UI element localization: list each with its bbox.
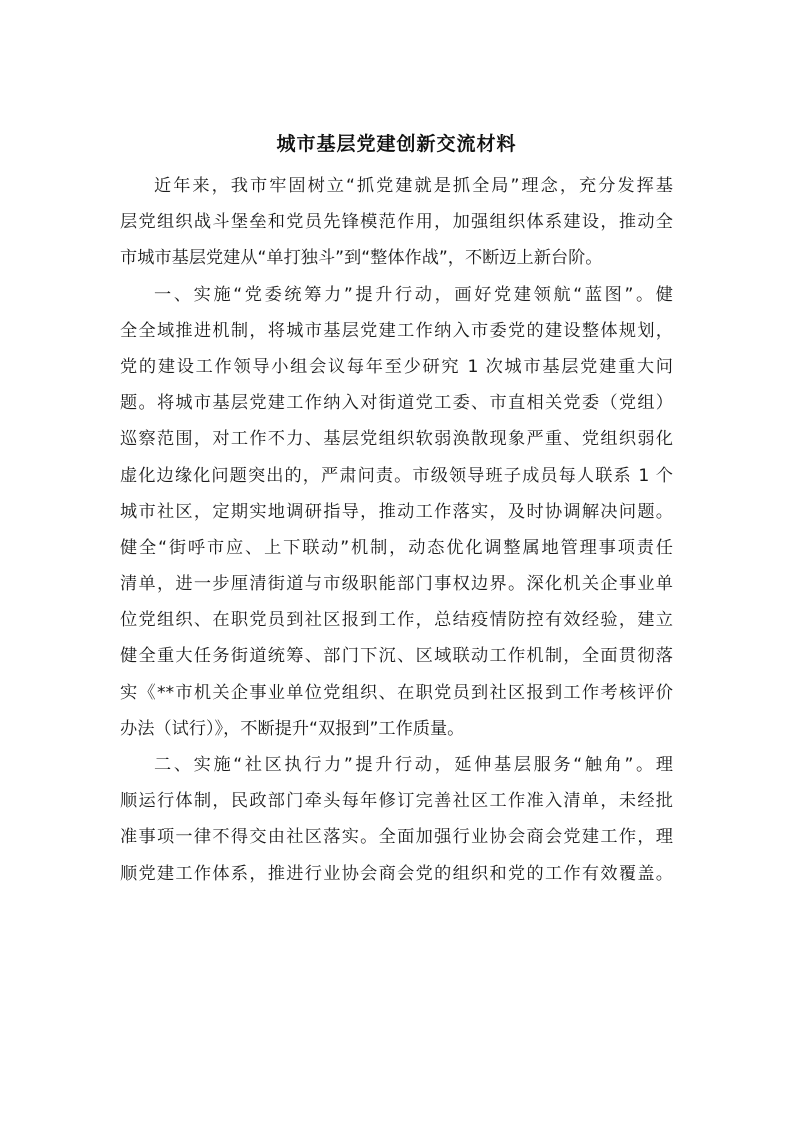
text-line: 清单，进一步厘清街道与市级职能部门事权边界。深化机关企事业单 [120, 574, 673, 595]
text-line: 顺党建工作体系，推进行业协会商会党的组织和党的工作有效覆盖。 [120, 863, 673, 884]
paragraph-section-one [120, 277, 673, 747]
text-line: 顺运行体制，民政部门牵头每年修订完善社区工作准入清单，未经批 [120, 791, 673, 812]
text-line: 党的建设工作领导小组会议每年至少研究 1 次城市基层党建重大问 [120, 356, 673, 377]
text-line: 准事项一律不得交由社区落实。全面加强行业协会商会党建工作，理 [120, 827, 673, 848]
text-line: 二、实施“社区执行力”提升行动，延伸基层服务“触角”。理 [154, 755, 673, 775]
text-line: 位党组织、在职党员到社区报到工作，总结疫情防控有效经验，建立 [120, 610, 673, 631]
paragraph-intro [120, 168, 673, 277]
text-line: 实《**市机关企事业单位党组织、在职党员到社区报到工作考核评价 [120, 682, 673, 703]
text-line: 近年来，我市牢固树立“抓党建就是抓全局”理念，充分发挥基 [154, 176, 673, 196]
text-line: 巡察范围，对工作不力、基层党组织软弱涣散现象严重、党组织弱化 [120, 429, 673, 450]
text-line: 办法（试行）》，不断提升“双报到”工作质量。 [120, 718, 465, 739]
document-title: 城市基层党建创新交流材料 [276, 133, 517, 155]
text-line: 一、实施“党委统筹力”提升行动，画好党建领航“蓝图”。健 [154, 284, 673, 305]
text-line: 题。将城市基层党建工作纳入对街道党工委、市直相关党委（党组） [120, 393, 673, 414]
text-line: 全全域推进机制，将城市基层党建工作纳入市委党的建设整体规划， [120, 320, 673, 341]
document-body [120, 168, 673, 892]
text-line: 健全重大任务街道统筹、部门下沉、区域联动工作机制，全面贯彻落 [120, 646, 673, 667]
text-line: 城市社区，定期实地调研指导，推动工作落实，及时协调解决问题。 [120, 501, 673, 522]
paragraph-section-two [120, 747, 673, 892]
text-line: 虚化边缘化问题突出的，严肃问责。市级领导班子成员每人联系 1 个 [120, 465, 673, 486]
text-line: 市城市基层党建从“单打独斗”到“整体作战”，不断迈上新台阶。 [120, 248, 603, 269]
text-line: 层党组织战斗堡垒和党员先锋模范作用，加强组织体系建设，推动全 [120, 212, 673, 233]
text-line: 健全“街呼市应、上下联动”机制，动态优化调整属地管理事项责任 [120, 537, 673, 558]
